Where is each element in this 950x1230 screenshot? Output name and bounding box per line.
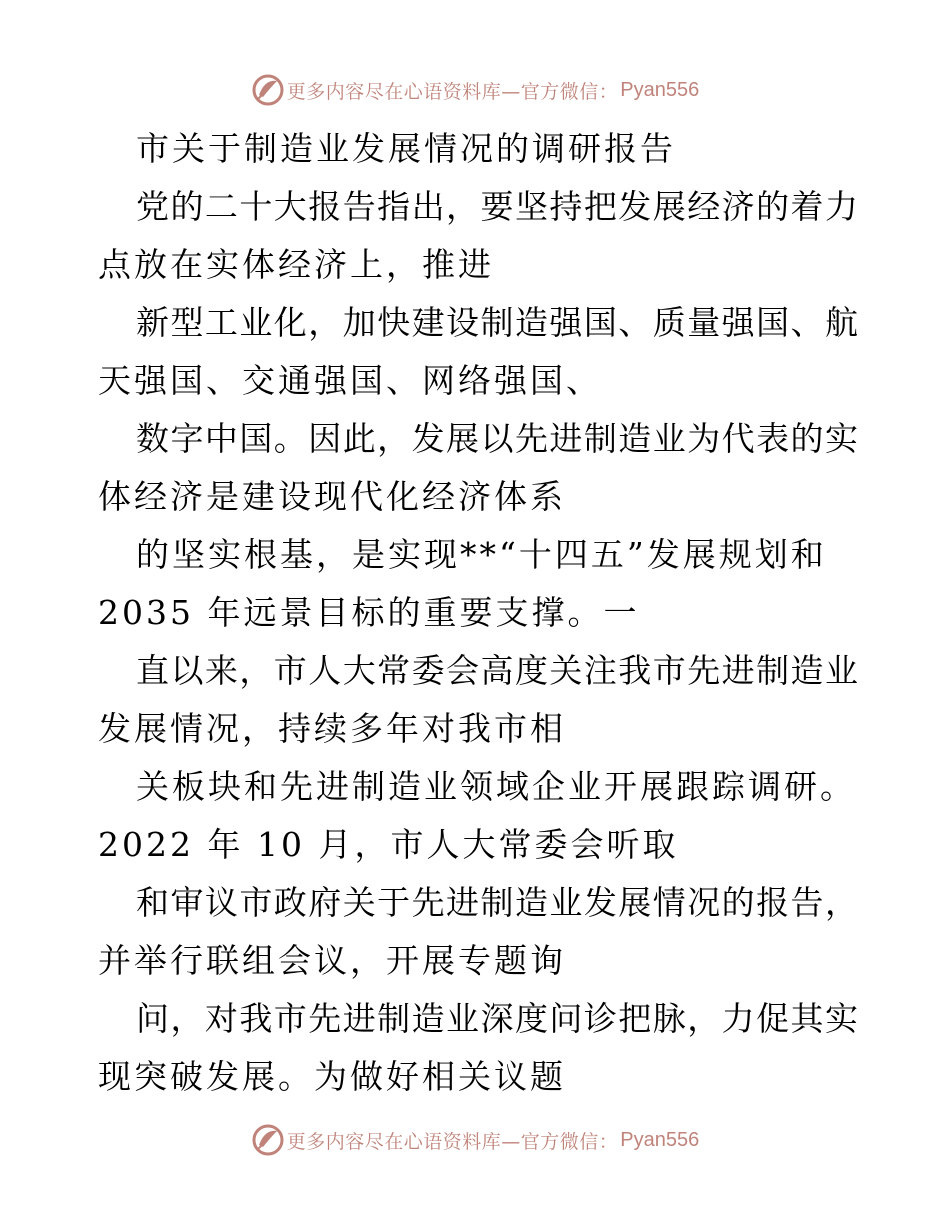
text-line: 关板块和先进制造业领域企业开展跟踪调研。	[136, 767, 856, 806]
document-body	[98, 120, 858, 1106]
watermark-text: 更多内容尽在心语资料库—官方微信：	[286, 1130, 619, 1153]
watermark-text: 更多内容尽在心语资料库—官方微信：	[286, 80, 619, 103]
text-line: 点放在实体经济上，推进	[98, 245, 494, 284]
pen-logo-icon	[251, 1123, 285, 1157]
text-line: 党的二十大报告指出，要坚持把发展经济的着力	[136, 187, 858, 226]
text-line: 问，对我市先进制造业深度问诊把脉，力促其实	[136, 999, 858, 1038]
text-line: 并举行联组会议，开展专题询	[98, 941, 566, 980]
text-line: 2035 年远景目标的重要支撑。一	[98, 593, 640, 632]
text-line: 的坚实根基，是实现**“十四五”发展规划和	[136, 535, 827, 574]
document-title: 市关于制造业发展情况的调研报告	[136, 129, 676, 168]
text-line: 天强国、交通强国、网络强国、	[98, 361, 602, 400]
text-line: 数字中国。因此，发展以先进制造业为代表的实	[136, 419, 858, 458]
pen-logo-icon	[251, 73, 285, 107]
text-line: 体经济是建设现代化经济体系	[98, 477, 566, 516]
text-line: 现突破发展。为做好相关议题	[98, 1057, 566, 1096]
text-line: 直以来，市人大常委会高度关注我市先进制造业	[136, 651, 858, 690]
text-line: 和审议市政府关于先进制造业发展情况的报告，	[136, 883, 858, 922]
watermark-wechat-id: Pyan556	[620, 1128, 700, 1151]
text-line: 发展情况，持续多年对我市相	[98, 709, 566, 748]
watermark-wechat-id: Pyan556	[620, 78, 700, 101]
watermark-footer	[0, 1120, 950, 1160]
watermark-header	[0, 70, 950, 110]
text-line: 2022 年 10 月，市人大常委会听取	[98, 825, 679, 864]
text-line: 新型工业化，加快建设制造强国、质量强国、航	[136, 303, 858, 342]
